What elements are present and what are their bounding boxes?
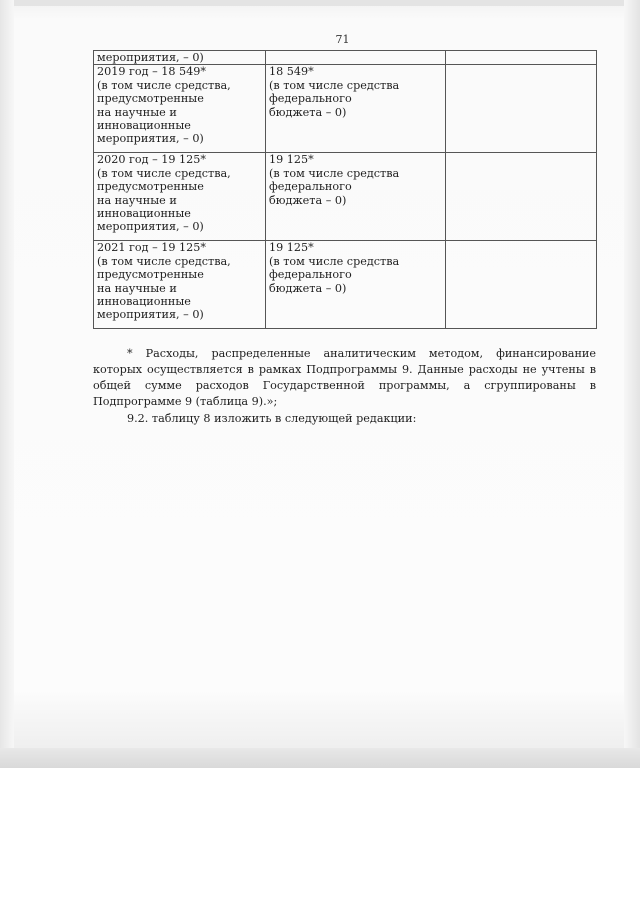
footnote-paragraph: * Расходы, распределенные аналитическим методом, финансирование которых осуществляется в рамках Подпрограммы 9. Данные расходы не учтены в общей сумме расходов Государственной программы, а сгруппированы в Подпрограмме 9 (таблица 9).»; [93,347,596,408]
table-cell-extra [446,51,597,65]
scan-edge-left [0,0,14,768]
table-cell-years: 2019 год – 18 549* (в том числе средства, предусмотренные на научные и инновационные мероприятия, – 0) [94,65,266,153]
table-cell-amount: 19 125* (в том числе средства федерального бюджета – 0) [266,241,446,329]
table-cell-amount: 19 125* (в том числе средства федерального бюджета – 0) [266,153,446,241]
table-cell-amount [266,51,446,65]
table-cell-years: мероприятия, – 0) [94,51,266,65]
instruction-paragraph: 9.2. таблицу 8 изложить в следующей редакции: [127,412,417,425]
table-cell-extra [446,153,597,241]
table-cell-extra [446,65,597,153]
table-cell-years: 2020 год – 19 125* (в том числе средства, предусмотренные на научные и инновационные мероприятия, – 0) [94,153,266,241]
budget-table [93,50,597,329]
table-cell-years: 2021 год – 19 125* (в том числе средства, предусмотренные на научные и инновационные мероприятия, – 0) [94,241,266,329]
scan-edge-right [624,0,640,768]
table-cell-amount: 18 549* (в том числе средства федерального бюджета – 0) [266,65,446,153]
table-row [94,51,597,65]
table-cell-extra [446,241,597,329]
table-row [94,65,597,153]
page-number: 71 [335,33,350,46]
scan-bottom-edge [0,748,640,768]
table-row [94,241,597,329]
scan-edge-top [0,0,640,6]
table-row [94,153,597,241]
